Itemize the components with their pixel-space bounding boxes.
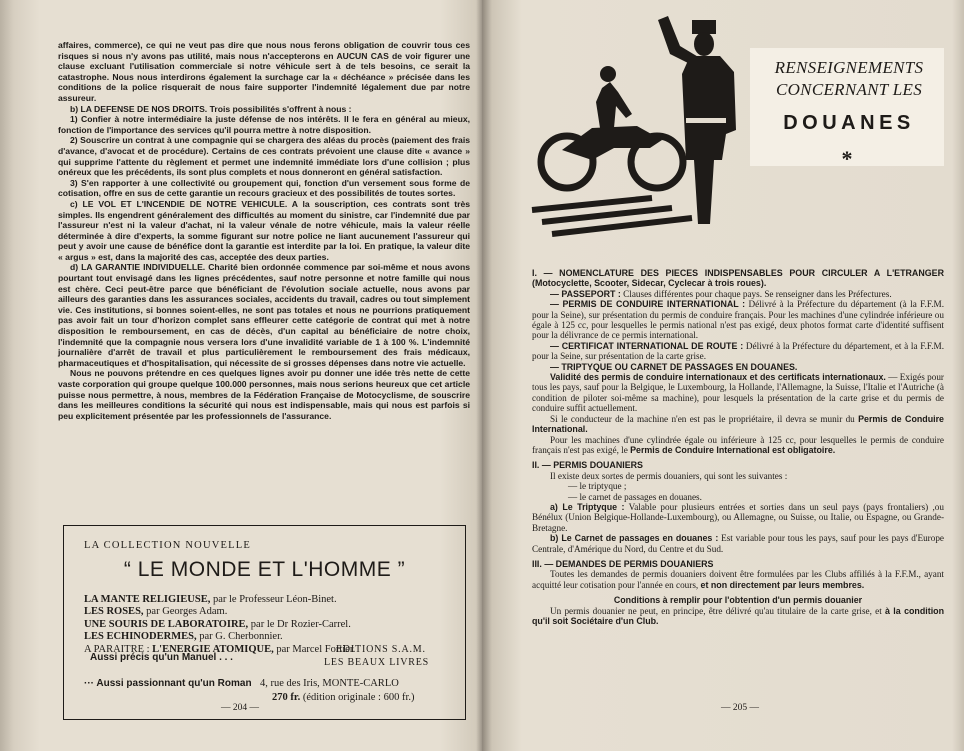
ad-title: “ LE MONDE ET L'HOMME ”	[123, 558, 406, 581]
customs-illustration	[522, 10, 762, 240]
left-article	[58, 40, 470, 421]
paragraph: Il existe deux sortes de permis douaniers, qui sont les suivantes :	[550, 470, 788, 481]
ad-publisher: EDITIONS S.A.M.	[336, 644, 426, 655]
page-number: — 204 —	[221, 703, 259, 713]
paragraph: — PASSEPORT : Clauses différentes pour chaque pays. Se renseigner dans les Préfectures.	[550, 288, 892, 299]
officer-body	[682, 56, 736, 224]
paragraph: Un permis douanier ne peut, en principe, être délivré qu'au titulaire de la carte grise, et à la condition qu'il soit Sociétaire d'un Club.	[532, 605, 945, 626]
asterisk-ornament: *	[841, 146, 853, 171]
rider-helmet	[600, 66, 616, 82]
paragraph: — CERTIFICAT INTERNATIONAL DE ROUTE : Délivré à la Préfecture du département, et à la F.F.M. pour la Seine, sur présentation de la carte grise.	[532, 340, 944, 362]
right-page	[482, 0, 964, 751]
ad-address: 4, rue des Iris, MONTE-CARLO	[260, 678, 399, 689]
rider	[596, 82, 632, 128]
paragraph: 3) S'en rapporter à une collectivité ou groupement qui, fonction d'un versement sous forme de cotisation, offre en sus de cette garantie un recours gracieux et des possibilités de toutes sortes.	[58, 177, 470, 199]
section-heading: I. — NOMENCLATURE DES PIECES INDISPENSABLES POUR CIRCULER A L'ETRANGER (Motocyclette, Scooter, Sidecar, Cyclecar à trois roues).	[532, 268, 944, 289]
paragraph: Toutes les demandes de permis douaniers doivent être formulées par les Clubs affiliés à la F.F.M., ayant acquitté leur cotisation pour l'année en cours, et non directement par leurs membres.	[532, 569, 944, 590]
paragraph: Si le conducteur de la machine n'en est pas le propriétaire, il devra se munir du Permis de Conduire International.	[532, 413, 944, 435]
paragraph: Pour les machines d'une cylindrée égale ou inférieure à 125 cc, pour lesquelles le permis de conduire français n'est pas exigé, le Permis de Conduire International est obligatoire.	[532, 434, 944, 455]
ad-book: A PARAITRE : L'ENERGIE ATOMIQUE, par Marcel Fortier.	[84, 643, 356, 655]
paragraph: b) LA DEFENSE DE NOS DROITS. Trois possibilités s'offrent à nous :	[70, 103, 352, 114]
paragraph: Nous ne pouvons prétendre en ces quelques lignes avoir pu donner une idée très nette de cette vaste corporation qui groupe quelque 100.000 personnes, mais nous serions heureux que cet article puisse nous permettre, à nous, membres de la Fédération Française de Motocyclisme, de souscrire dans les meilleures conditions la sécurité qui nous est indispensable, mais qui nous est parfois si peu explicitement présentée par les professionnels de l'assurance.	[58, 368, 470, 421]
ad-book: LA MANTE RELIGIEUSE, par le Professeur Léon-Binet.	[84, 594, 337, 605]
header-title: DOUANES	[783, 112, 915, 134]
road-stripes	[532, 198, 692, 234]
ad-tagline-manuel: Aussi précis qu'un Manuel . . .	[90, 652, 233, 663]
ad-collection: LA COLLECTION NOUVELLE	[84, 540, 251, 551]
section-heading: III. — DEMANDES DE PERMIS DOUANIERS	[532, 558, 714, 569]
paragraph: — TRIPTYQUE OU CARNET DE PASSAGES EN DOUANES.	[550, 361, 798, 372]
ad-book: LES ROSES, par Georges Adam.	[84, 606, 228, 618]
motorcycle-body	[562, 126, 662, 160]
ad-tagline-roman: ··· Aussi passionnant qu'un Roman	[84, 678, 252, 689]
paragraph: — PERMIS DE CONDUIRE INTERNATIONAL : Délivré à la Préfecture du département (à la F.F.M. pour la Seine), sur présentation du permis de conduire français. Pour les machines d'une cylindrée inférieure ou égale à 125 cc, pour lesquelles le permis national n'est pas exigé, deux photos format carte d'identité suffisent pour la délivrance de ce permis international.	[532, 299, 944, 341]
officer-belt	[686, 118, 726, 123]
officer-head	[694, 32, 714, 56]
paragraph: a) Le Triptyque : Valable pour plusieurs entrées et sorties dans un seul pays (pays frontaliers) ,ou Bénélux (Union Belgique-Hollande-Luxembourg), ou Allemagne, ou Suisse, ou Italie, ou Espagne, ou Grande-Bretagne.	[532, 501, 944, 533]
header-subtitle: RENSEIGNEMENTS CONCERNANT LES	[774, 58, 924, 99]
ad-publisher-collection: LES BEAUX LIVRES	[324, 657, 430, 668]
paragraph: Validité des permis de conduire internationaux et des certificats internationaux. — Exigés pour tous les pays, sauf pour la Belgique, le Luxembourg, la Hollande, l'Allemagne, la Suisse, l'Italie et l'Autriche (à condition de piloter soi-même sa machine), pour lesquels la présentation de la carte grise et du permis de conduire suffit actuellement.	[532, 372, 944, 414]
book-advertisement	[63, 525, 466, 720]
subheading: Conditions à remplir pour l'obtention d'un permis douanier	[613, 595, 863, 606]
paragraph: affaires, commerce), ce qui ne veut pas dire que nous nous ferons obligation de couvrir tous ces risques si nous n'y avons pas utilité, mais nous n'accepterons en AUCUN CAS de voir figurer une clause excluant l'utilisation commerciale si notre véhicule sert à de tels besoins, ce serait la catastrophe. Nous nous interdirons également la surchage car la « déchéance » précisée dans les conditions de la police risquerait de nous faire supporter l'indemnité légalement due par notre assureur.	[58, 40, 470, 103]
ad-price: 270 fr. (édition originale : 600 fr.)	[272, 692, 415, 703]
ad-book: UNE SOURIS DE LABORATOIRE, par le Dr Rozier-Carrel.	[84, 618, 351, 630]
page-number: — 205 —	[721, 703, 759, 713]
section-heading: II. — PERMIS DOUANIERS	[532, 460, 643, 471]
paragraph: 1) Confier à notre intermédiaire la juste défense de nos intérêts. Il le fera en général au mieux, fonction de l'importance des services qu'il pourra mettre à notre disposition.	[58, 114, 470, 135]
right-article	[532, 268, 944, 626]
list-item: — le triptyque ;	[568, 481, 627, 492]
paragraph: b) Le Carnet de passages en douanes : Est variable pour tous les pays, sauf pour les pays d'Europe Centrale, d'Amérique du Nord, du Centre et du Sud.	[532, 533, 944, 554]
list-item: — le carnet de passages en douanes.	[568, 491, 702, 502]
paragraph: c) LE VOL ET L'INCENDIE DE NOTRE VEHICULE. A la souscription, ces contrats sont très simples. Ils engendrent généralement des difficultés au moment du sinistre, car l'indemnité due par l'assureur n'est ni la valeur d'achat, ni la valeur vénale de notre véhicule, mais la valeur réelle déterminée à dire d'experts, la somme figurant sur notre police ne liant aucunement l'assureur qui peut y avoir une cause de bénéfice dont la garantie est interdite par la loi. En pratique, la valeur dite « argus » est, dans la majorité des cas, acceptée des deux parties.	[58, 198, 470, 262]
ad-book: LES ECHINODERMES, par G. Cherbonnier.	[84, 631, 283, 643]
officer-cap	[692, 20, 716, 34]
paragraph: 2) Souscrire un contrat à une compagnie qui se chargera des aléas du procès (paiement des frais d'avance, d'avocat et de procédure). Certains de ces contrats prévoient une clause dite « avance » qui supprime l'attente du règlement et permet une indemnité immédiate lors d'une collision ; plus onéreux que les précédents, ils sont plus complets et nous donneront en général satisfaction.	[58, 135, 470, 178]
paragraph: d) LA GARANTIE INDIVIDUELLE. Charité bien ordonnée commence par soi-même et nous avons pourtant tout envisagé dans les lignes précédentes, sauf notre personne et notre famille qui nous est chère. Ceci peut-être parce que bénéficiant de l'évolution sociale actuelle, nous avons par ailleurs des garanties dans les assurances sociales, accidents du travail, cadres ou tout simplement vie. Ces institutions, si bonnes soient-elles, ne sont pas totales et nous ne pourrions pratiquement pas avoir fait un tour d'horizon complet sans effleurer cette catégorie de contrat qui met à notre disposition le remboursement, en cas de décès, d'un capital au bénéficiaire de notre choix, l'indemnité que la compagnie nous versera lors d'une invalidité variable de 1 à 100 %. L'indemnité journalière d'arrêt de travail et plus particulièrement le remboursement des frais médicaux, pharmaceutiques et d'hospitalisation, qui nécessite de si grosses dépenses dans notre vie actuelle.	[58, 262, 470, 368]
